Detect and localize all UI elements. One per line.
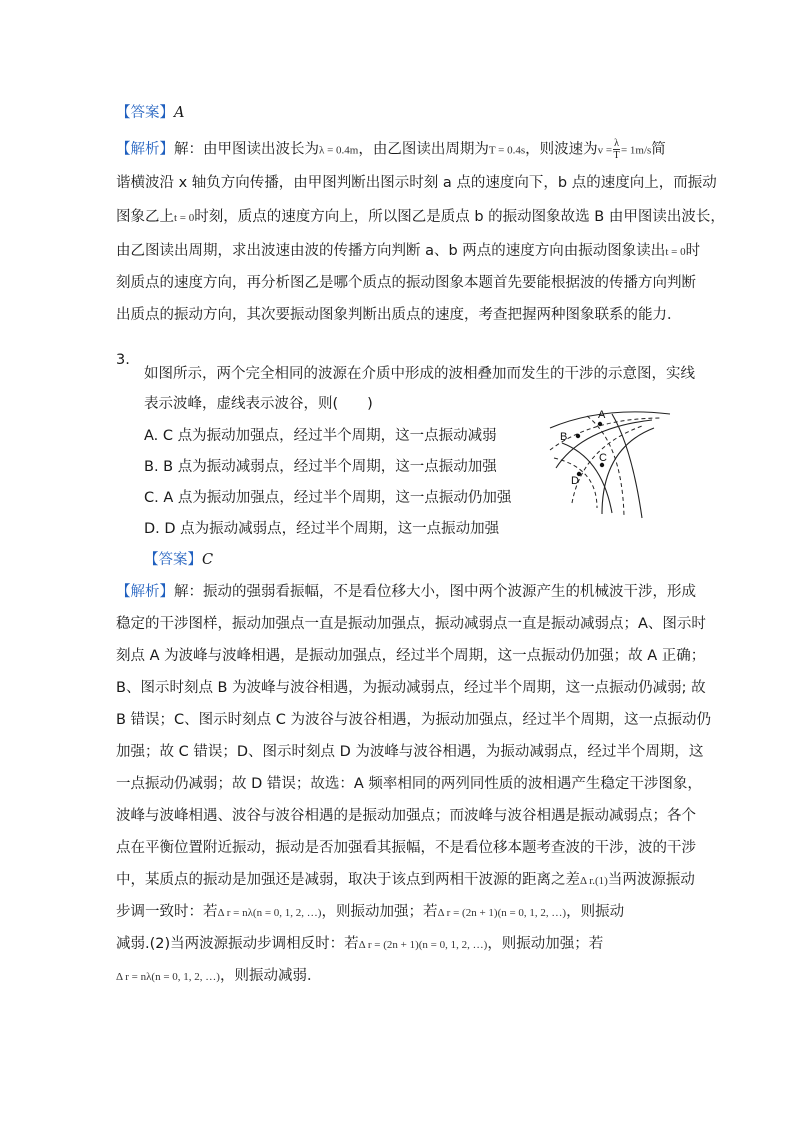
formula: = 1m/s xyxy=(620,144,652,157)
label-b: B xyxy=(560,431,568,443)
formula: T = 0.4s xyxy=(488,144,526,157)
interference-figure xyxy=(542,408,672,523)
text: 减弱.(2)当两波源振动步调相反时：若 xyxy=(116,936,359,952)
q2-analysis-line-5: 刻质点的速度方向，再分析图乙是哪个质点的振动图象本题首先要能根据波的传播方向判断 xyxy=(116,275,696,291)
q3-analysis-line-11 xyxy=(116,902,624,923)
analysis-tag: 【解析】 xyxy=(116,141,174,158)
text: 时 xyxy=(685,243,701,259)
text: 步调一致时：若 xyxy=(116,904,218,920)
q3-analysis-line-5: B 错误；C、图示时刻点 C 为波谷与波谷相遇，为振动加强点，经过半个周期，这一点振动仍 xyxy=(116,712,712,728)
text: ，则波速为 xyxy=(525,141,598,158)
formula: Δ r = nλ(n = 0, 1, 2, …) xyxy=(116,971,220,983)
question-stem-2: 表示波峰，虚线表示波谷，则( ) xyxy=(144,396,373,412)
crest-arc xyxy=(550,412,670,428)
text: 当两波源振动 xyxy=(607,872,695,888)
text: 图象乙上 xyxy=(116,209,174,225)
text: ，则振动加强；若 xyxy=(487,936,604,952)
question-number: 3. xyxy=(116,352,130,368)
option-a: A. C 点为振动加强点，经过半个周期，这一点振动减弱 xyxy=(144,428,497,444)
text: ，则振动加强；若 xyxy=(321,904,438,920)
text: ，则振动 xyxy=(566,904,625,920)
q2-analysis-line-6: 出质点的振动方向，其次要振动图象判断出质点的速度，考查把握两种图象联系的能力． xyxy=(116,307,682,323)
q2-analysis-line-4 xyxy=(116,241,700,262)
option-d: D. D 点为振动减弱点，经过半个周期，这一点振动加强 xyxy=(144,521,500,537)
formula: t = 0 xyxy=(665,246,686,258)
formula: Δ r = (2n + 1)(n = 0, 1, 2, …) xyxy=(437,907,567,919)
q2-analysis-line-2: 谐横波沿 x 轴负方向传播，由甲图判断出图示时刻 a 点的速度向下，b 点的速度向上，而振动 xyxy=(116,175,717,191)
answer-tag: 【答案】 xyxy=(116,105,174,121)
q3-analysis-line-7: 一点振动仍减弱；故 D 错误；故选：A 频率相同的两列同性质的波相遇产生稳定干涉图象， xyxy=(116,776,702,792)
q2-analysis-line-3 xyxy=(116,207,725,228)
q3-analysis-line-10 xyxy=(116,870,695,891)
q3-analysis-line-8: 波峰与波峰相遇、波谷与波谷相遇的是振动加强点；而波峰与波谷相遇是振动减弱点；各个 xyxy=(116,808,696,824)
question-stem-1: 如图所示，两个完全相同的波源在介质中形成的波相叠加而发生的干涉的示意图，实线 xyxy=(144,366,695,382)
label-c: C xyxy=(599,452,607,464)
option-c: C. A 点为振动加强点，经过半个周期，这一点振动仍加强 xyxy=(144,490,512,506)
text: 解：由甲图读出波长为 xyxy=(174,141,319,158)
label-d: D xyxy=(571,475,579,487)
text: 由乙图读出周期，求出波速由波的传播方向判断 a、b 两点的速度方向由振动图象读出 xyxy=(116,243,666,259)
answer-value: A xyxy=(174,105,185,121)
formula: λ = 0.4m xyxy=(319,144,359,157)
q3-answer-line xyxy=(144,550,213,570)
text: ，则振动减弱． xyxy=(219,968,322,984)
q3-analysis-line-1 xyxy=(116,582,696,602)
fraction xyxy=(613,138,620,161)
formula: Δ r = (2n + 1)(n = 0, 1, 2, …) xyxy=(358,939,488,951)
text: 解：振动的强弱看振幅，不是看位移大小，图中两个波源产生的机械波干涉，形成 xyxy=(174,584,696,600)
analysis-tag: 【解析】 xyxy=(116,584,174,600)
answer-tag: 【答案】 xyxy=(144,552,202,568)
option-b: B. B 点为振动减弱点，经过半个周期，这一点振动加强 xyxy=(144,459,497,475)
point-b xyxy=(576,434,580,438)
formula: v = xyxy=(597,144,613,157)
q2-analysis-line-1 xyxy=(116,138,666,161)
point-a xyxy=(598,422,602,426)
fraction-numerator: λ xyxy=(614,138,619,149)
text: ，由乙图读出周期为 xyxy=(358,141,489,158)
crest-arc xyxy=(612,414,642,518)
q3-analysis-line-6: 加强；故 C 错误；D、图示时刻点 D 为波峰与波谷相遇，为振动减弱点，经过半个周期，这 xyxy=(116,744,704,760)
text: 中，某质点的振动是加强还是减弱，取决于该点到两相干波源的距离之差 xyxy=(116,872,580,888)
text: 时刻，质点的速度方向上，所以图乙是质点 b 的振动图象故选 B 由甲图读出波长， xyxy=(194,209,725,225)
q3-analysis-line-3: 刻点 A 为波峰与波峰相遇，是振动加强点，经过半个周期，这一点振动仍加强；故 A 正确； xyxy=(116,648,706,664)
text: 简 xyxy=(651,141,666,158)
q2-answer-line xyxy=(116,103,184,123)
formula: Δ r.(1) xyxy=(580,875,608,887)
q3-analysis-line-9: 点在平衡位置附近振动，振动是否加强看其振幅，不是看位移本题考查波的干涉，波的干涉 xyxy=(116,840,696,856)
q3-analysis-line-13 xyxy=(116,966,321,987)
formula: Δ r = nλ(n = 0, 1, 2, …) xyxy=(217,907,322,919)
fraction-denominator: T xyxy=(613,150,620,161)
label-a: A xyxy=(598,409,606,421)
formula: t = 0 xyxy=(174,212,195,224)
q3-analysis-line-2: 稳定的干涉图样，振动加强点一直是振动加强点，振动减弱点一直是振动减弱点；A、图示时 xyxy=(116,616,706,632)
answer-value: C xyxy=(202,552,214,568)
q3-analysis-line-12 xyxy=(116,934,603,955)
q3-analysis-line-4: B、图示时刻点 B 为波峰与波谷相遇，为振动减弱点，经过半个周期，这一点振动仍减弱; 故 xyxy=(116,680,706,696)
